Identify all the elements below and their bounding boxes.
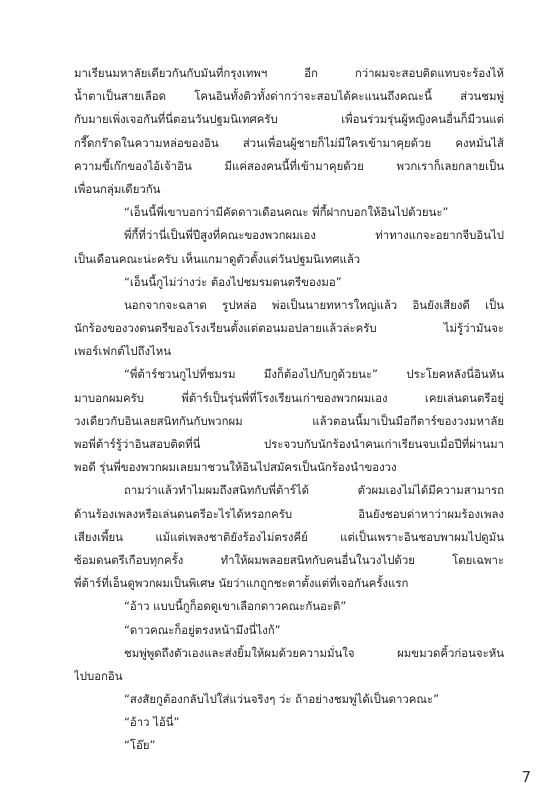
paragraph-line: นักร้องของวงดนตรีของโรงเรียนตั้งแต่ตอนมอปลายแล้วล่ะครับ ไม่รู้ว่ามันจะ [74,321,504,336]
paragraph-line: ไปบอกอิน [74,668,123,683]
paragraph-line: มาบอกผมครับ พี่ต้าร์เป็นรุ่นพี่ที่โรงเรียนเก่าของพวกผมเอง เคยเล่นดนตรีอยู่ [74,390,504,405]
paragraph-line: พอดี รุ่นพี่ของพวกผมเลยมาชวนให้อินไปสมัครเป็นนักร้องนำของวง [74,460,397,475]
dialogue-line: “พี่ต้าร์ชวนกูไปที่ชมรม มึงก็ต้องไปกับกูด้วยนะ” ประโยคหลังนี่อินหัน [124,367,504,382]
dialogue-line: “อ้าว ไอ้นี่” [124,715,180,730]
paragraph-line: พอพี่ต้าร์รู้ว่าอินสอบติดที่นี่ ประจวบกับนักร้องนำคนเก่าเรียนจบเมื่อปีที่ผ่านมา [74,437,504,451]
paragraph-line: พี่ต้าร์ที่เอ็นดูพวกผมเป็นพิเศษ นัยว่าแกถูกชะตาตั้งแต่ที่เจอกันครั้งแรก [74,576,409,591]
paragraph-line: วงเดียวกับอินเลยสนิทกันกับพวกผม แล้วตอนนี้มาเป็นมือกีตาร์ของวงมหาลัย [74,413,504,428]
page-number: 7 [521,768,531,786]
paragraph-line: ชมพู่พูดถึงตัวเองและส่งยิ้มให้ผมด้วยความมั่นใจ ผมขมวดคิ้วก่อนจะหัน [124,645,504,660]
dialogue-line: “ดาวคณะก็อยู่ตรงหน้ามึงนี่ไงก้” [124,622,281,637]
paragraph-line: เป็นเดือนคณะน่ะครับ เห็นแกมาดูตัวตั้งแต่วันปฐมนิเทศแล้ว [74,251,361,266]
body-text [74,62,504,758]
paragraph-line: เพื่อนกลุ่มเดียวกัน [74,181,161,196]
paragraph-line: ซ้อมดนตรีเกือบทุกครั้ง ทำให้ผมพลอยสนิทกับคนอื่นในวงไปด้วย โดยเฉพาะ [74,552,504,567]
dialogue-line: “สงสัยกูต้องกลับไปใส่แว่นจริงๆ ว่ะ ถ้าอย่างชมพู่ได้เป็นดาวคณะ” [124,692,440,707]
paragraph-line: นอกจากจะฉลาด รูปหล่อ พ่อเป็นนายทหารใหญ่แล้ว อินยังเสียงดี เป็น [124,297,504,312]
dialogue-line: “อ้าว แบบนี้กูก็อดดูเขาเลือกดาวคณะกันอะดิ” [124,599,347,614]
paragraph-line: ความขี้เก๊กของไอ้เจ้าอิน มีแค่สองคนนี้ที่เข้ามาคุยด้วย พวกเราก็เลยกลายเป็น [74,158,504,173]
paragraph-line: เพอร์เฟกต์ไปถึงไหน [74,344,172,359]
paragraph-line: ด้านร้องเพลงหรือเล่นดนตรีอะไรได้หรอกครับ อินยังชอบด่าหาว่าผมร้องเพลง [74,506,504,521]
paragraph-line: มาเรียนมหาลัยเดียวกันกับมันที่กรุงเทพฯ อีก กว่าผมจะสอบติดแทบจะร้องไห้ [74,66,504,80]
paragraph-line: ถามว่าแล้วทำไมผมถึงสนิทกับพี่ต้าร์ได้ ตัวผมเองไม่ได้มีความสามารถ [124,483,504,498]
dialogue-line: “เอ็นนี้กูไม่ว่างว่ะ ต้องไปชมรมดนตรีของมอ” [124,274,342,289]
paragraph-line: พี่กี้ที่ว่านี่เป็นพี่ปีสูงที่คณะของพวกผมเอง ท่าทางแกจะอยากจีบอินไป [124,228,504,243]
dialogue-line: “โอ๊ย” [124,738,156,753]
paragraph-line: กรี๊ดกร๊าดในความหล่อของอิน ส่วนเพื่อนผู้ชายก็ไม่มีใครเข้ามาคุยด้วย คงหมั่นไส้ [74,135,504,150]
dialogue-line: “เอ็นนี้พี่เขาบอกว่ามีคัดดาวเดือนคณะ พี่กี้ฝากบอกให้อินไปด้วยนะ” [124,205,449,220]
paragraph-line: กับมายเพิ่งเจอกันที่นี่ตอนวันปฐมนิเทศครับ เพื่อนร่วมรุ่นผู้หญิงคนอื่นก็มีวนแต่ [74,112,504,127]
paragraph-line: เสียงเพี้ยน แม้แต่เพลงชาติยังร้องไม่ตรงคีย์ แต่เป็นเพราะอินชอบพาผมไปดูมัน [74,529,504,544]
paragraph-line: น้ำตาเป็นสายเลือด โคนอินทั้งติวทั้งด่ากว่าจะสอบได้คะแนนถึงคณะนี้ ส่วนชมพู่ [74,89,504,104]
